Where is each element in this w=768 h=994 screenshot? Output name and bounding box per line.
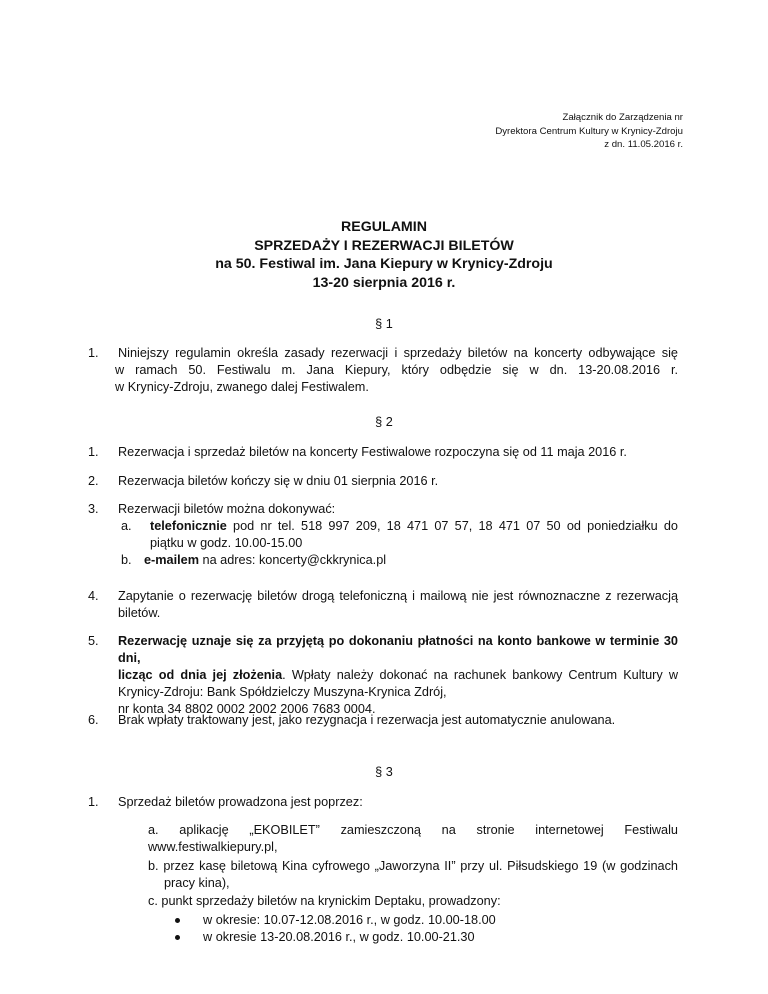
s2-item-3-a-line-2: piątku w godz. 10.00-15.00 [150, 536, 303, 550]
s3-item-1-number: 1. [88, 795, 99, 809]
title-line-4: 13-20 sierpnia 2016 r. [312, 274, 456, 291]
s1-item-1-line-2: w ramach 50. Festiwalu m. Jana Kiepury, który odbędzie się w dn. 13-20.08.2016 r. [115, 363, 678, 377]
s2-item-3-text: Rezerwacji biletów można dokonywać: [118, 502, 336, 516]
s2-item-5 [88, 633, 678, 718]
s2-item-2 [88, 473, 678, 490]
s3-bullet-text-1: w okresie: 10.07-12.08.2016 r., w godz. 10.00-18.00 [203, 913, 496, 927]
s3-item-1-text: Sprzedaż biletów prowadzona jest poprzez: [118, 795, 363, 809]
s3-option-b-line-2: pracy kina), [164, 876, 230, 890]
s2-item-6 [88, 712, 678, 729]
s2-item-1-number: 1. [88, 445, 99, 459]
title-line-3: na 50. Festiwal im. Jana Kiepury w Krynicy-Zdroju [215, 256, 553, 272]
s2-item-5-line-2-rest: . Wpłaty należy dokonać na rachunek bankowy Centrum Kultury w [282, 668, 678, 682]
s2-item-3-b-text: na adres: koncerty@ckkrynica.pl [199, 553, 387, 567]
s2-item-3-a-bold: telefonicznie [150, 519, 227, 533]
s3-option-a-line-1: a. aplikację „EKOBILET” zamieszczoną na stronie internetowej Festiwalu [148, 823, 678, 837]
s3-item-1-content [88, 794, 678, 811]
s3-option-a [148, 822, 678, 856]
s3-option-a-line-2: www.festiwalkiepury.pl, [148, 840, 278, 854]
s2-item-5-bold-1: Rezerwację uznaje się za przyjętą po dokonaniu płatności na konto bankowe w terminie 30 dni, [118, 634, 678, 665]
s2-item-4-number: 4. [88, 589, 99, 603]
s2-item-6-text: Brak wpłaty traktowany jest, jako rezygnacja i rezerwacja jest automatycznie anulowana. [118, 713, 616, 727]
document-title [0, 218, 768, 292]
annex-line-2: Dyrektora Centrum Kultury w Krynicy-Zdroju [495, 125, 683, 137]
s2-item-4 [88, 588, 678, 622]
s2-item-3-b-bold: e-mailem [144, 553, 200, 567]
s3-bullet-text-2: w okresie 13-20.08.2016 r., w godz. 10.00-21.30 [203, 930, 475, 944]
s2-item-3 [88, 501, 678, 569]
s1-item-1-number: 1. [88, 346, 99, 360]
s3-option-c [148, 893, 678, 910]
s3-bullet-list [175, 912, 496, 946]
s2-item-3-a-line-1: pod nr tel. 518 997 209, 18 471 07 57, 18 471 07 50 od poniedziałku do [226, 519, 678, 533]
s2-item-5-number: 5. [88, 634, 99, 648]
s2-item-3-b-letter: b. [121, 553, 132, 567]
s3-bullet-item [175, 912, 496, 929]
s2-item-1 [88, 444, 678, 461]
s2-item-5-bold-2: licząc od dnia jej złożenia [118, 668, 283, 682]
s3-option-b [148, 858, 678, 892]
s2-item-3-number: 3. [88, 502, 99, 516]
s2-item-3-option-a [118, 518, 678, 535]
s2-item-5-bold-line-1 [118, 633, 678, 667]
s3-option-b-line-1: b. przez kasę biletową Kina cyfrowego „Jaworzyna II” przy ul. Piłsudskiego 19 (w godzinach [148, 859, 678, 873]
bullet-icon [175, 918, 180, 923]
section-3-heading: § 3 [375, 765, 393, 779]
s2-item-5-line-2 [118, 667, 678, 684]
bullet-icon [175, 935, 180, 940]
s1-item-1-line-1: Niniejszy regulamin określa zasady rezerwacji i sprzedaży biletów na koncerty odbywające się [118, 346, 678, 360]
s2-item-5-line-3: Krynicy-Zdroju: Bank Spółdzielczy Muszyna-Krynica Zdrój, [118, 685, 447, 699]
s3-bullet-item [175, 929, 496, 946]
s3-option-c-line-1: c. punkt sprzedaży biletów na krynickim Deptaku, prowadzony: [148, 894, 501, 908]
s2-item-1-text: Rezerwacja i sprzedaż biletów na koncerty Festiwalowe rozpoczyna się od 11 maja 2016 r. [118, 445, 627, 459]
s2-item-4-line-2: biletów. [118, 606, 161, 620]
section-2-heading: § 2 [375, 415, 393, 429]
s1-item-1-line-3: w Krynicy-Zdroju, zwanego dalej Festiwalem. [115, 380, 369, 394]
annex-header [495, 111, 683, 152]
s2-item-4-line-1: Zapytanie o rezerwację biletów drogą telefoniczną i mailową nie jest równoznaczne z rezerwacją [118, 589, 678, 603]
s2-item-5-line-4: nr konta 34 8802 0002 2002 2006 7683 0004. [118, 702, 376, 716]
annex-line-1: Załącznik do Zarządzenia nr [562, 112, 683, 123]
title-line-2: SPRZEDAŻY I REZERWACJI BILETÓW [254, 237, 514, 254]
annex-line-3: z dn. 11.05.2016 r. [604, 139, 683, 151]
s2-item-3-a-letter: a. [121, 519, 132, 533]
s2-item-2-text: Rezerwacja biletów kończy się w dniu 01 sierpnia 2016 r. [118, 474, 439, 488]
title-line-1: REGULAMIN [341, 219, 427, 235]
s2-item-3-option-b [118, 552, 678, 569]
s1-item-1 [88, 345, 678, 396]
s2-item-2-number: 2. [88, 474, 99, 488]
section-1-heading: § 1 [375, 317, 393, 331]
s2-item-6-number: 6. [88, 713, 99, 727]
